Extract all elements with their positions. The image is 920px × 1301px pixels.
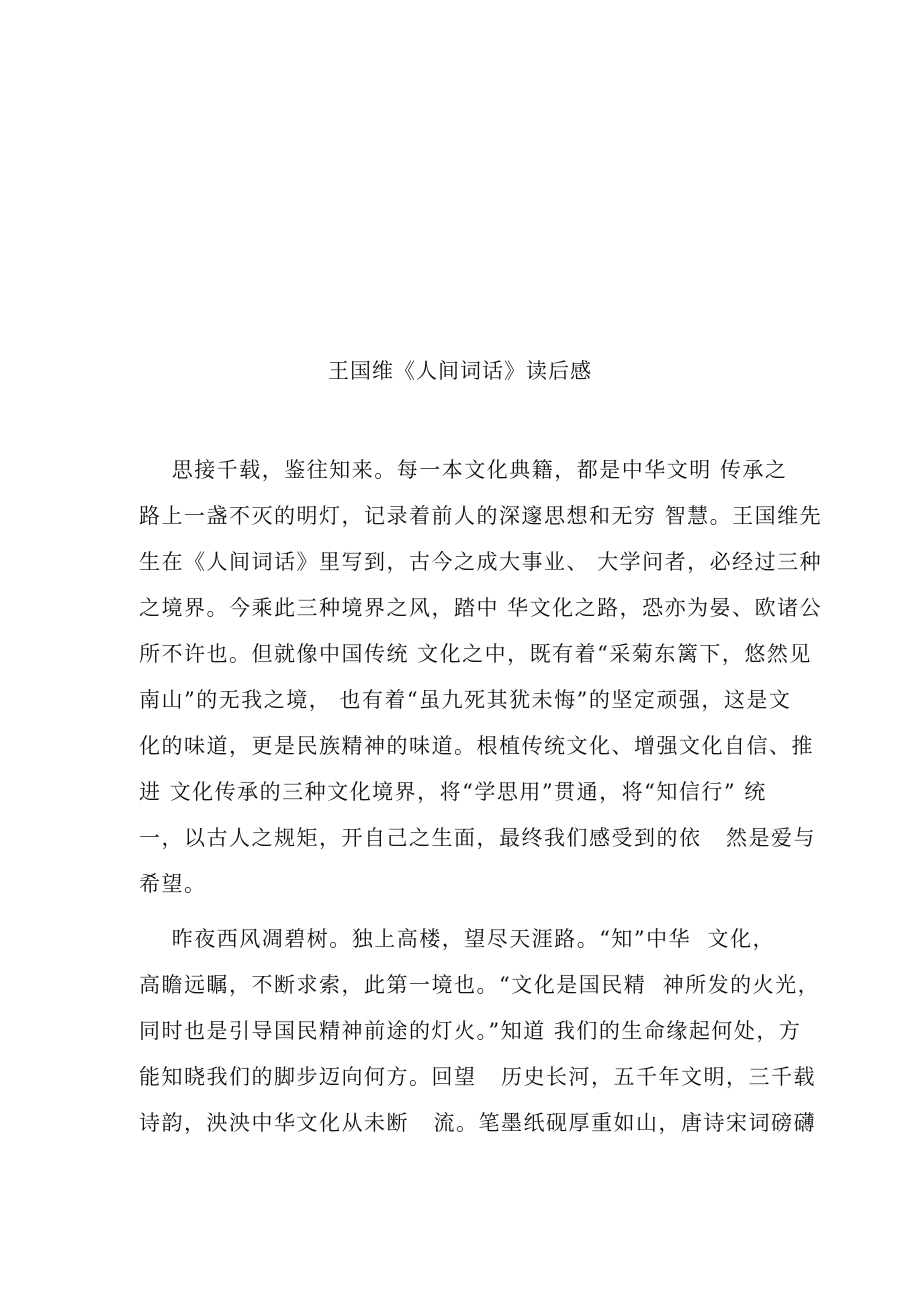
paragraph-1-line-1: 思接千载，鉴往知来。每一本文化典籍，都是中华文明 传承之 — [139, 458, 788, 482]
paragraph-1-line-6: 南山”的无我之境， 也有着“虽九死其犹未悔”的坚定顽强，这是文 — [139, 688, 792, 712]
paragraph-1-line-2: 路上一盏不灭的明灯，记录着前人的深邃思想和无穷 智慧。王国维先 — [139, 504, 823, 528]
paragraph-1-line-9: 一，以古人之规矩，开自己之生面，最终我们感受到的依 然是爱与 — [139, 826, 817, 850]
document-title: 王国维《人间词话》读后感 — [328, 359, 592, 383]
paragraph-2-line-5: 诗韵，泱泱中华文化从未断 流。笔墨纸砚厚重如山，唐诗宋词磅礴 — [139, 1111, 817, 1135]
paragraph-2-line-4: 能知晓我们的脚步迈向何方。回望 历史长河，五千年文明，三千载 — [139, 1065, 817, 1089]
paragraph-2-line-1: 昨夜西风凋碧树。独上高楼，望尽天涯路。“知”中华 文化， — [139, 927, 776, 951]
paragraph-1-line-4: 之境界。今乘此三种境界之风，踏中 华文化之路，恐亦为晏、欧诸公 — [139, 596, 823, 620]
paragraph-1-line-10: 希望。 — [139, 872, 207, 896]
paragraph-1-line-5: 所不许也。但就像中国传统 文化之中，既有着“采菊东篱下，悠然见 — [139, 642, 812, 666]
paragraph-1-line-3: 生在《人间词话》里写到，古今之成大事业、 大学问者，必经过三种 — [139, 550, 823, 574]
paragraph-1-line-8: 进 文化传承的三种文化境界，将“学思用”贯通，将“知信行” 统 — [139, 780, 767, 804]
paragraph-2-line-2: 高瞻远瞩，不断求索，此第一境也。“文化是国民精 神所发的火光， — [139, 973, 821, 997]
paragraph-2-line-3: 同时也是引导国民精神前途的灯火。”知道 我们的生命缘起何处，方 — [139, 1019, 802, 1043]
paragraph-1-line-7: 化的味道，更是民族精神的味道。根植传统文化、增强文化自信、推 — [139, 734, 814, 758]
